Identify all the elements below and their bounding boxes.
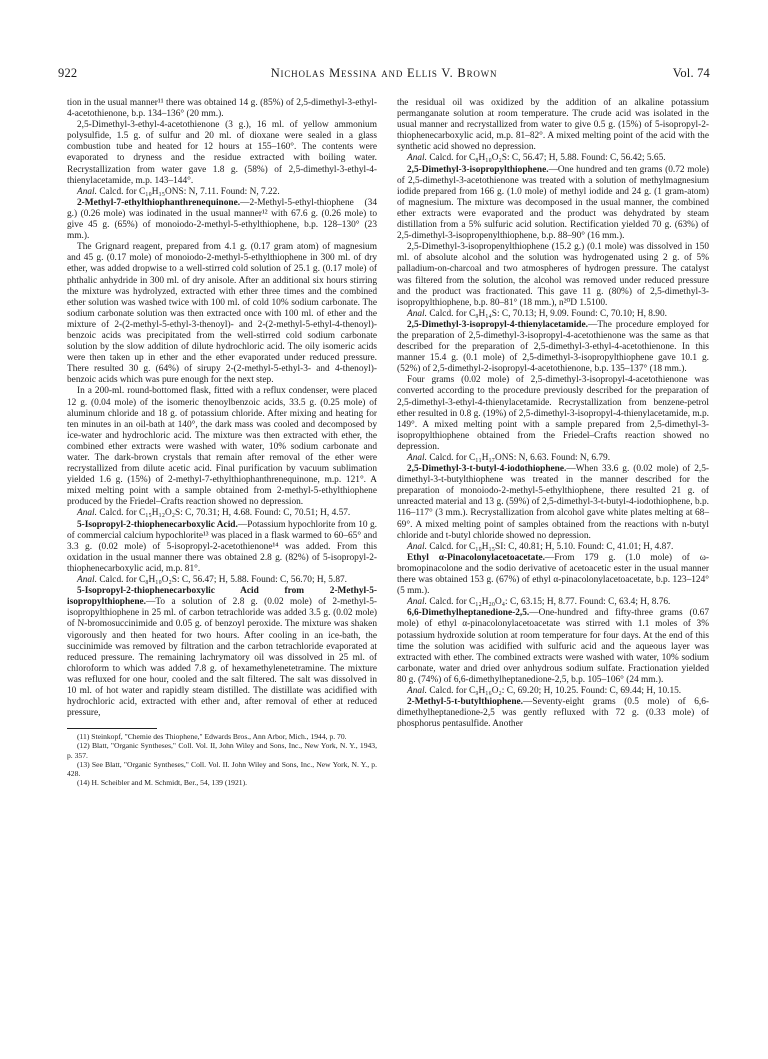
section-heading: 2,5-Dimethyl-3-isopropyl-4-thienylacetamide. [407, 319, 588, 330]
analysis-label: Anal. [77, 508, 97, 519]
paragraph [67, 586, 377, 719]
section-heading: 2,5-Dimethyl-3-isopropylthiophene. [407, 164, 549, 175]
footnote: (13) See Blatt, "Organic Syntheses," Coll. Vol. II. John Wiley and Sons, Inc., New York, N. Y., p. 428. [67, 759, 377, 779]
analysis-line [397, 153, 709, 164]
analysis-line [67, 187, 377, 198]
analysis-label: Anal. [407, 308, 427, 319]
paragraph [67, 242, 377, 386]
page-header [58, 66, 710, 84]
footnote-divider [67, 728, 157, 729]
paragraph-text: 2,5-Dimethyl-3-isopropenylthiophene (15.2 g.) (0.1 mole) was dissolved in 150 ml. of absolute alcohol and the solution was hydrogenated using 2 g. of 5% palladium-on-charcoal and two atmospheres of hydrogen pressure. The catalyst was filtered from the solution, the alcohol was removed under reduced pressure and the product was fractionated. This gave 11 g. (80%) of 2,5-dimethyl-3-isopropylthiophene, b.p. 80–81° (18 mm.), n²⁰D 1.5100. [397, 242, 709, 308]
paragraph [397, 242, 709, 309]
paragraph-text: In a 200-ml. round-bottomed flask, fitted with a reflux condenser, were placed 12 g. (0.04 mole) of the isomeric thenoylbenzoic acids, 33.5 g. (0.25 mole) of aluminum chloride and 18 g. of potassium chloride. After mixing and heating for ten minutes in an oil-bath at 140°, the dark mass was cooled and decomposed by ice-water and hydrochloric acid. The mixture was then extracted with ether, the combined ether extracts were washed with water, 10% sodium carbonate and water. The dark-brown crystals that remain after removal of the ether were recrystallized from dilute acetic acid. Final purification by vacuum sublimation yielded 1.6 g. (15%) of 2-methyl-7-ethylthiophanthrenequinone, m.p. 121°. A mixed melting point with a sample obtained from 2-methyl-5-ethylthiophene produced by the Friedel–Crafts reaction showed no depression. [67, 386, 377, 508]
volume-label: Vol. 74 [672, 66, 710, 80]
analysis-text: Calcd. for C₁₀H₁₅SI: C, 40.81; H, 5.10. Found: C, 41.01; H, 4.87. [429, 541, 674, 552]
paragraph [397, 464, 709, 542]
section-heading: 2,5-Dimethyl-3-t-butyl-4-iodothiophene. [407, 464, 567, 475]
analysis-text: Calcd. for C₉H₁₆O₂: C, 69.20; H, 10.25. Found: C, 69.44; H, 10.15. [429, 685, 682, 696]
analysis-label: Anal. [407, 685, 427, 696]
page-number: 922 [58, 66, 78, 80]
analysis-text: Calcd. for C₉H₁₄S: C, 70.13; H, 9.09. Found: C, 70.10; H, 8.90. [429, 308, 667, 319]
analysis-line [397, 686, 709, 697]
running-head-authors: Nicholas Messina and Ellis V. Brown [270, 66, 498, 80]
section-heading: 5-Isopropyl-2-thiophenecarboxylic Acid from 2-Methyl-5-isopropylthiophene. [67, 586, 377, 608]
paragraph-text: —From 179 g. (1.0 mole) of ω-bromopinacolone and the sodio derivative of acetoacetic ester in the usual manner there was obtained 153 g. (67%) of ethyl α-pinacolonylacetoacetate, b.p. 123–124° (5 mm.). [397, 552, 709, 597]
analysis-label: Anal. [407, 153, 427, 164]
paragraph-text: —One-hundred and fifty-three grams (0.67 mole) of ethyl α-pinacolonylacetoacetate was stirred with 1.1 moles of 3% potassium hydroxide solution at room temperature for four days. At the end of this time the solution was acidified with sulfuric acid and the aqueous layer was extracted with ether. The combined extracts were washed with water, 10% sodium carbonate, water and dried over anhydrous sodium sulfate. Fractionation yielded 80 g. (74%) of 6,6-dimethylheptanedione-2,5, b.p. 105–106° (24 mm.). [397, 608, 709, 685]
paragraph-text: —Seventy-eight grams (0.5 mole) of 6,6-dimethylheptanedione-2,5 was gently refluxed with 72 g. (0.33 mole) of phosphorus pentasulfide. Another [397, 697, 709, 730]
analysis-text: Calcd. for C₁₀H₁₅ONS: N, 7.11. Found: N, 7.22. [99, 186, 280, 197]
analysis-line [397, 453, 709, 464]
analysis-text: Calcd. for C₁₂H₂₀O₄: C, 63.15; H, 8.77. Found: C, 63.4; H, 8.76. [429, 597, 671, 608]
paragraph-text: The Grignard reagent, prepared from 4.1 g. (0.17 gram atom) of magnesium and 45 g. (0.17 mole) of monoiodo-2-methyl-5-ethylthiophene in 300 ml. of dry ether, was added dropwise to a well-stirred cold solution of 25.1 g. (0.17 mole) of phthalic anhydride in 300 ml. of dry anisole. After an additional six hours stirring the mixture was hydrolyzed, extracted with ether three times and the combined ether solution was washed twice with 100 ml. of cold 10% sodium carbonate. The sodium carbonate solution was then extracted once with 100 ml. of ether and the mixture of 2-(2-methyl-5-ethyl-3-thenoyl)- and 2-(2-methyl-5-ethyl-4-thenoyl)-benzoic acids was precipitated from the well-stirred cold sodium carbonate solution by the slow addition of dilute hydrochloric acid. The oily isomeric acids were then taken up in ether and the ether evaporated under reduced pressure. There resulted 30 g. (64%) of sirupy 2-(2-methyl-5-ethyl-3- and 4-thenoyl)-benzoic acids which was pure enough for the next step. [67, 242, 377, 386]
analysis-text: Calcd. for C₈H₁₀O₂S: C, 56.47; H, 5.88. Found: C, 56.42; 5.65. [429, 153, 666, 164]
paragraph [67, 520, 377, 575]
paragraph [397, 320, 709, 375]
paragraph [397, 375, 709, 453]
paragraph-text: tion in the usual manner¹¹ there was obtained 14 g. (85%) of 2,5-dimethyl-3-ethyl-4-acetothienone, b.p. 134–136° (20 mm.). [67, 98, 377, 120]
section-heading: 5-Isopropyl-2-thiophenecarboxylic Acid. [77, 519, 238, 530]
left-column [67, 98, 377, 787]
analysis-text: Calcd. for C₁₁H₁₇ONS: N, 6.63. Found: N, 6.79. [429, 453, 611, 463]
analysis-label: Anal. [407, 541, 427, 552]
analysis-label: Anal. [407, 597, 427, 608]
analysis-label: Anal. [77, 186, 97, 197]
paragraph-text: —One hundred and ten grams (0.72 mole) of 2,5-dimethyl-3-acetothienone was treated with a solution of methylmagnesium iodide prepared from 166 g. (1.0 mole) of methyl iodide and 24 g. (1 gram-atom) of magnesium. The mixture was decomposed in the usual manner, the combined ether extracts were evaporated and the product was dehydrated by steam distillation from a 5% sulfuric acid solution. Rectification yielded 70 g. (63%) of 2,5-dimethyl-3-isopropenylthiophene, b.p. 88–90° (16 mm.). [397, 164, 709, 242]
paragraph-text: —2-Methyl-5-ethyl-thiophene (34 g.) (0.26 mole) was iodinated in the usual manner¹² with 67.6 g. (0.26 mole) to give 45 g. (65%) of monoiodo-2-methyl-5-ethylthiophene, b.p. 128–130° (23 mm.). [67, 197, 377, 242]
paragraph-text: —To a solution of 2.8 g. (0.02 mole) of 2-methyl-5-isopropylthiophene in 25 ml. of carbon tetrachloride was added 3.5 g. (0.02 mole) of N-bromosuccinimide and 0.05 g. of benzoyl peroxide. The mixture was shaken vigorously and then heated for two hours. After cooling in an ice-bath, the succinimide was removed by filtration and the carbon tetrachloride evaporated at reduced pressure. The remaining lachrymatory oil was dissolved in 25 ml. of chloroform to which was added 7.8 g. of hexamethylenetetramine. The mixture was refluxed for one hour, cooled and the salt filtered. The salt was dissolved in 10 ml. of hot water and rapidly steam distilled. The distillate was acidified with hydrochloric acid, extracted with ether and, after removal of ether at reduced pressure, [67, 597, 377, 719]
analysis-line [397, 542, 709, 553]
paragraph-text: —When 33.6 g. (0.02 mole) of 2,5-dimethyl-3-t-butylthiophene was treated in the manner described for the preparation of monoiodo-2-methyl-5-ethylthiophene, there resulted 21 g. of unreacted material and 13 g. (59%) of 2,5-dimethyl-3-t-butyl-4-iodothiophene, b.p. 116–117° (3 mm.). Recrystallization from alcohol gave white plates melting at 68–69°. A mixed melting point of samples obtained from the reactions with n-butyl chloride and t-butyl chloride showed no depression. [397, 464, 709, 541]
paragraph-continued [67, 98, 377, 120]
footnote: (14) H. Scheibler and M. Schmidt, Ber., 54, 139 (1921). [77, 778, 247, 788]
analysis-label: Anal. [407, 453, 427, 463]
analysis-line [397, 597, 709, 608]
paragraph-text: the residual oil was oxidized by the addition of an alkaline potassium permanganate solution at room temperature. The crude acid was isolated in the usual manner and recrystallized from water to give 0.5 g. (15%) of 5-isopropyl-2-thiophenecarboxylic acid, m.p. 81–82°. A mixed melting point of the acid with the synthetic acid showed no depression. [397, 98, 709, 153]
section-heading: 6,6-Dimethylheptanedione-2,5. [407, 608, 530, 619]
section-heading: Ethyl α-Pinacolonylacetoacetate. [407, 552, 545, 563]
paragraph [397, 608, 709, 686]
paragraph-text: —Potassium hypochlorite from 10 g. of commercial calcium hypochlorite¹³ was placed in a flask warmed to 60–65° and 3.3 g. (0.02 mole) of 5-isopropyl-2-acetothienone¹⁴ was added. From this oxidation in the usual manner there was obtained 2.8 g. (82%) of 5-isopropyl-2-thiophenecarboxylic acid, m.p. 81°. [67, 519, 377, 574]
paragraph-text: 2,5-Dimethyl-3-ethyl-4-acetothienone (3 g.), 16 ml. of yellow ammonium polysulfide, 1.5 g. of sulfur and 20 ml. of dioxane were sealed in a glass combustion tube and heated for 12 hours at 155–160°. The contents were evaporated to dryness and the residue extracted with boiling water. Recrystallization from water gave 1.8 g. (58%) of 2,5-dimethyl-3-ethyl-4-thienylacetamide, m.p. 143–144°. [67, 120, 377, 186]
paragraph-text: Four grams (0.02 mole) of 2,5-dimethyl-3-isopropyl-4-acetothienone was converted according to the procedure previously described for the preparation of 2,5-dimethyl-3-ethyl-4-thienylacetamide. Recrystallization from benzene-petrol ether resulted in 0.8 g. (19%) of 2,5-dimethyl-3-isopropyl-4-thienylacetamide, m.p. 149°. A mixed melting point with a sample prepared from 2,5-dimethyl-3-isopropylthiophene obtained from the Friedel–Crafts reaction showed no depression. [397, 375, 709, 452]
section-heading: 2-Methyl-5-t-butylthiophene. [407, 697, 524, 708]
paragraph [397, 553, 709, 597]
analysis-line [67, 575, 377, 586]
section-heading: 2-Methyl-7-ethylthiophanthrenequinone. [77, 197, 241, 208]
analysis-line [67, 508, 377, 519]
right-column [397, 98, 709, 730]
paragraph [67, 386, 377, 508]
paragraph [397, 165, 709, 243]
footnote: (11) Steinkopf, "Chemie des Thiophene," Edwards Bros., Ann Arbor, Mich., 1944, p. 70. [77, 732, 347, 742]
paragraph [397, 697, 709, 730]
analysis-text: Calcd. for C₈H₁₀O₂S: C, 56.47; H, 5.88. Found: C, 56.70; H, 5.87. [99, 575, 347, 586]
paragraph [67, 198, 377, 242]
footnotes [67, 728, 377, 787]
footnote: (12) Blatt, "Organic Syntheses," Coll. Vol. II, John Wiley and Sons, Inc., New York, N. Y., 1943, p. 357. [67, 741, 377, 760]
analysis-text: Calcd. for C₁₅H₁₂O₂S: C, 70.31; H, 4.68. Found: C, 70.51; H, 4.57. [99, 508, 351, 519]
paragraph-continued [397, 98, 709, 153]
analysis-label: Anal. [77, 575, 97, 586]
paragraph-text: —The procedure employed for the preparation of 2,5-dimethyl-3-isopropyl-4-acetothienone was the same as that described for the preparation of 2,5-dimethyl-3-ethyl-4-acetothienone. In this manner 15.4 g. (0.1 mole) of 2,5-dimethyl-3-isopropylthiophene gave 10.1 g. (52%) of 2,5-dimethyl-2-isopropyl-4-acetothienone, b.p. 135–137° (18 mm.). [397, 319, 709, 375]
paragraph [67, 120, 377, 187]
analysis-line [397, 309, 709, 320]
